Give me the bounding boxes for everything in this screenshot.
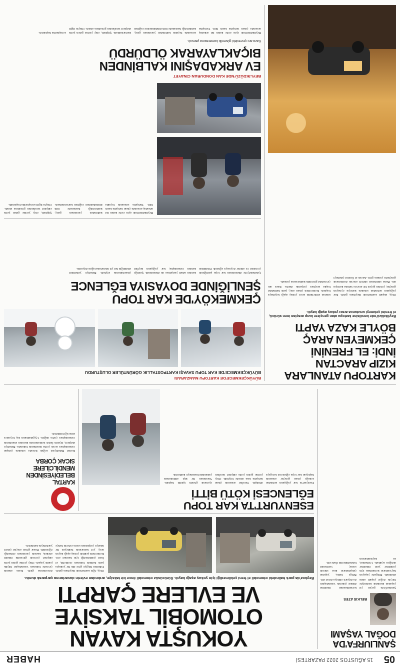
crime-headline-1: EV ARKADAŞINI KALBİNDEN — [99, 59, 261, 73]
left-story-body: Şanlıurfa'da geçen yıl yaşanan kuraklık nedeniyle birçok doğal yaşam alanı etkilendi. Bölgede yaşayan hayvanların korunması için yetkililer yeni önlemler aldığını açıkladı. Uzmanlar, su kaynaklarının korunmasının önemine dikkat çekerek vatandaşları da duyarlı olmaya davet etti. Bölge halkı, yapılan çalışmaların kısa sürede sonuç vermesini beklediklerini ifade etti. — [320, 556, 396, 590]
accident-body: Olay, akşam saatlerinde meydana geldi. Kar yağışının ardından sokakta kartopu oynayan gençler, yoldan geçen bir aracın camına kartopu attı. Buna sinirlenen sürücü aracını durdurarak gençlerin yanına gitti. Ancak el frenini çekmeyi unutan sürücünün aracı yokuş aşağı kaymaya başladı. Kontrolden çıkan araç, park halindeki başka araçlara çarparak durdu. Kaza anı çevredeki güvenlik kamerasına yansıdı. — [268, 276, 396, 297]
page-number: 05 — [383, 653, 395, 664]
main-headline-2: OTOMOBİL TAKSİYE — [55, 604, 263, 629]
column-divider — [264, 5, 265, 381]
left-story-headline-1: ŞANLIURFA'DA — [332, 639, 396, 649]
main-headline-1: YOKUŞTA KAYAN — [70, 626, 248, 651]
center-body: Çekmeköy'de düzenlenen kar topu şenliğinde çocuklar ve aileler doyasıya eğlendi. Etkinlikte kardan adam yarışması da düzenlendi. Şenliğe katılan vatandaşlar, kar yağışının keyfini çıkardıklarını söyledi. Belediye yetkilileri etkinliğin her yıl tekrarlanacağını duyurdu. — [69, 266, 261, 275]
section-name: HABER — [6, 654, 41, 664]
main-photo-left — [216, 517, 314, 573]
crime-headline-2: BIÇAKLAYARAK ÖLDÜRDÜ — [109, 46, 261, 60]
kartal-logo — [51, 487, 75, 511]
left-story-headline-2: DOĞAL YAŞAMI — [330, 629, 396, 639]
accident-headline-2: KIZIP ARACTAN — [315, 357, 396, 369]
column-divider — [78, 389, 79, 511]
kartal-body: Kartal Belediyesi soğuk havada sokakta çalışan vatandaşlara sıcak çorba ikramında bulundu. Belediye ekipleri, ilçenin farklı noktalarında kurulan standlarda vatandaşlara çorba dağıttı. Uygulamanın kış boyunca süreceği bildirildi. — [4, 432, 75, 453]
photo-caption: Kaza anı çevredeki güvenlik kamerasına yansıdı. — [187, 39, 261, 43]
kartal-headline-3: SICAK ÇORBA — [35, 457, 75, 463]
main-body: Olay, öğle saatlerinde meydana geldi. Edinilen bilgiye göre dik bir yokuşta park halinde bulunan otomobil, el freni çekilmediği için hareket etti. Kontrolsüz şekilde yokuş aşağı kayan araç, yol kenarında bekleyen bir taksiye çarptıktan sonra evlerin bahçe duvarlarına girdi. Kaza anında çevrede bulunan vatandaşlar büyük panik yaşadı. Olay yerine gelen polis ekipleri çevrede güvenlik önlemi alırken, kazada yaralanan olmadığı öğrenildi. Hasar gören araçlar çekici yardımıyla kaldırıldı. — [4, 543, 104, 573]
author-portrait — [370, 593, 396, 625]
snowball-story — [82, 487, 314, 511]
center-tag: BÜYÜKÇEKMECE'DE KARTOPU MANZARASI — [174, 376, 261, 381]
center-story — [4, 370, 261, 381]
center-photo-1 — [181, 309, 261, 367]
page-header-bar — [0, 651, 400, 665]
main-story — [4, 575, 314, 649]
date-line: 15 AĞUSTOS 2022 PAZARTESİ — [295, 656, 373, 662]
author-byline: BELKIS ATES — [343, 597, 367, 601]
accident-photo — [268, 5, 396, 153]
main-photo-right — [108, 517, 212, 573]
kartal-headline-2: MENDİLCİLERE — [33, 464, 75, 470]
column-divider — [317, 389, 318, 649]
crime-tag: BEYLİKDÜZÜ'NDE KAN DONDURAN CİNAYET — [173, 74, 261, 79]
kartal-headline-1: BELEDİYESİNDEN — [26, 471, 75, 477]
kartal-story — [4, 395, 75, 511]
page-fold-divider — [4, 384, 396, 385]
center-photo-2 — [98, 309, 178, 367]
center-subhead: BÜYÜKÇEKMECE'DE KAR TOPU SAVAŞI KARTPOSTALLIK GÖRÜNTÜLER OLUŞTURDU — [84, 370, 261, 375]
accident-story — [268, 309, 396, 381]
snowball-photo — [82, 389, 160, 485]
accident-deck: Beylikdüzü'nde kendisine kartopu atan gençlere kızıp araçtan inen sürücü, el frenini çekmeyi unutunca aracı yokuş aşağı kaydı. — [268, 309, 396, 318]
main-deck: Beykoz'da park halindeki otomobil el freni çekilmediği için yokuş aşağı kaydı. Sürücüsüz otomobil önce bir taksiye, ardından evlerin duvarlarına çarparak durdu. — [24, 576, 314, 580]
snowball-body: Esenyurt'ta kar yağışının ardından sokağa çıkan gençler arasında başlayan kar topu eğlencesi kavgaya dönüştü. Taraflar arasında çıkan tartışma kısa sürede büyüdü. Olay yerine gelen polis ekipleri tarafları ayırarak gözaltı işlemi başlattı. Yaralanan bir kişi ambulansla yakındaki hastaneye kaldırıldı. — [164, 472, 314, 485]
center-photo-3 — [4, 309, 95, 367]
crime-body: Beylikdüzü'nde aynı evde kalan iki arkadaş arasında çıkan tartışma kanlı bitti. Tartışma sırasında bıçakla kalbinden yaralanan genç, kaldırıldığı hastanede tüm müdahalelere rağmen kurtarılamadı. Şüpheli, olay yerine gelen polis ekipleri tarafından gözaltına alındı. Olayla ilgili soruşturma başlatıldı. — [4, 202, 153, 215]
center-headline-block — [4, 279, 261, 305]
snowball-headline-2: EĞLENCESİ KÖTÜ BİTTİ — [191, 487, 314, 499]
accident-headline-5: BÖYLE KAZA YAPTI — [295, 321, 396, 333]
person-icon — [370, 593, 396, 625]
center-headline-1: ÇEKMEKÖY'DE KAR TOPU — [112, 292, 261, 306]
crime-headline-block — [4, 46, 261, 79]
accident-headline-1: KARTOPU ATANLARA — [284, 369, 396, 381]
accident-headline-4: ÇEKMEYEN ARAÇ — [303, 333, 396, 345]
left-story — [320, 387, 396, 649]
accident-headline-3: İNDİ: EL FRENİNİ — [311, 345, 396, 357]
crime-body-continued: Beylikdüzü'nde aynı evde kalan iki arkadaş arasında çıkan tartışma kanlı bitti. Tartışma sırasında bıçakla kalbinden yaralanan genç, kaldırıldığı hastanede tüm müdahalelere rağmen kurtarılamadı. Şüpheli, olay yerine gelen polis ekipleri tarafından gözaltına alındı. Olayla ilgili soruşturma başlatıldı. — [38, 26, 261, 35]
snowball-headline-1: ESENYURT'TA KAR TOPU — [183, 499, 314, 511]
main-headline-3: VE EVLERE ÇARPTI — [58, 582, 260, 607]
kartal-tag: KARTAL — [52, 478, 75, 484]
crime-photo-1 — [157, 137, 261, 215]
center-headline-2: ŞENLİĞİNDE DOYASIYA EĞLENCE — [71, 279, 261, 293]
section-divider — [4, 513, 314, 514]
crime-photo-2 — [157, 83, 261, 133]
section-divider — [4, 218, 261, 219]
